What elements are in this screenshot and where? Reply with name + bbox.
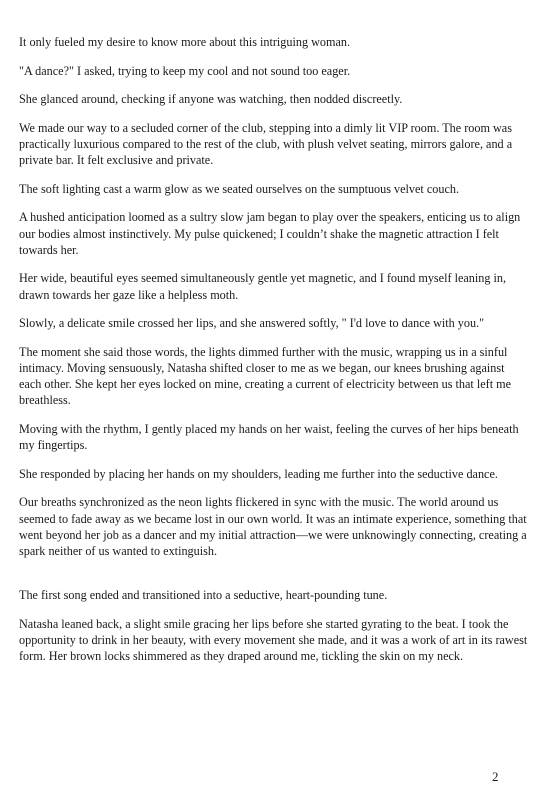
paragraph: The moment she said those words, the lights dimmed further with the music, wrapping us in a sinful intimacy. Moving sensuously, Natasha shifted closer to me as we began, our knees brushing against each other. She kept her eyes locked on mine, creating a current of electricity between us that left me breathless. <box>19 344 512 408</box>
paragraph: A hushed anticipation loomed as a sultry slow jam began to play over the speakers, enticing us to align our bodies almost instinctively. My pulse quickened; I couldn’t shake the magnetic attraction I felt towards her. <box>19 210 521 257</box>
paragraph: She responded by placing her hands on my shoulders, leading me further into the seductive dance. <box>19 466 498 481</box>
paragraph: Natasha leaned back, a slight smile gracing her lips before she started gyrating to the beat. I took the opportunity to drink in her beauty, with every movement she made, and it was a work of art in its rawest form. Her brown locks shimmered as they draped around me, tickling the skin on my neck. <box>19 616 528 664</box>
paragraph: "A dance?" I asked, trying to keep my cool and not sound too eager. <box>19 63 351 78</box>
paragraph: The soft lighting cast a warm glow as we seated ourselves on the sumptuous velvet couch. <box>19 181 459 196</box>
paragraph: We made our way to a secluded corner of the club, stepping into a dimly lit VIP room. The room was practically luxurious compared to the rest of the club, with plush velvet seating, mirrors galore, and a private bar. It felt exclusive and private. <box>19 120 513 168</box>
paragraph: Slowly, a delicate smile crossed her lips, and she answered softly, " I'd love to dance with you." <box>19 316 485 331</box>
paragraph: She glanced around, checking if anyone was watching, then nodded discreetly. <box>19 92 403 107</box>
paragraph: The first song ended and transitioned into a seductive, heart-pounding tune. <box>19 588 388 603</box>
page-number: 2 <box>492 769 499 784</box>
paragraph: Her wide, beautiful eyes seemed simultaneously gentle yet magnetic, and I found myself leaning in, drawn towards her gaze like a helpless moth. <box>19 271 507 302</box>
paragraph: It only fueled my desire to know more about this intriguing woman. <box>19 35 351 49</box>
paragraph: Moving with the rhythm, I gently placed my hands on her waist, feeling the curves of her hips beneath my fingertips. <box>19 421 519 453</box>
paragraph: Our breaths synchronized as the neon lights flickered in sync with the music. The world around us seemed to fade away as we became lost in our own world. It was an intimate experience, something that went beyond her job as a dancer and my initial attraction—we were unknowingly connecting, creating a spark neither of us wanted to extinguish. <box>19 495 527 558</box>
body-text <box>19 34 529 677</box>
